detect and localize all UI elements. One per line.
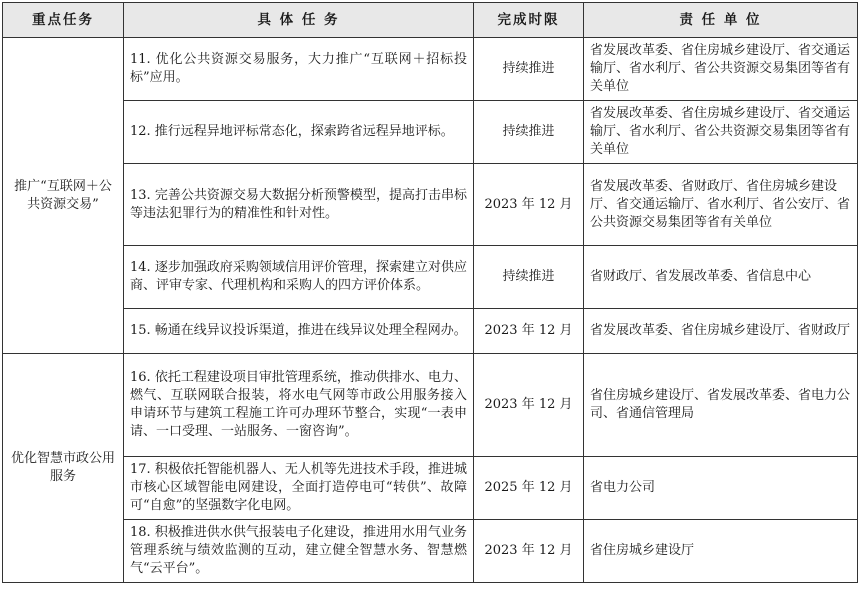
table-row xyxy=(3,246,858,309)
task-table xyxy=(2,2,858,583)
header-row xyxy=(3,3,858,38)
category-cell: 推广“互联网＋公共资源交易” xyxy=(3,38,124,354)
table-row xyxy=(3,38,858,101)
table-row xyxy=(3,101,858,164)
task-cell: 13. 完善公共资源交易大数据分析预警模型，提高打击串标等违法犯罪行为的精准性和针对性。 xyxy=(124,164,474,246)
responsible-cell: 省发展改革委、省住房城乡建设厅、省交通运输厅、省水利厅、省公共资源交易集团等省有关单位 xyxy=(584,101,858,164)
deadline-cell: 2023 年 12 月 xyxy=(474,520,584,583)
task-cell: 11. 优化公共资源交易服务，大力推广“互联网＋招标投标”应用。 xyxy=(124,38,474,101)
responsible-cell: 省电力公司 xyxy=(584,457,858,520)
table-row xyxy=(3,520,858,583)
category-cell: 优化智慧市政公用服务 xyxy=(3,354,124,583)
deadline-cell: 2023 年 12 月 xyxy=(474,309,584,354)
responsible-cell: 省发展改革委、省财政厅、省住房城乡建设厅、省交通运输厅、省水利厅、省公安厅、省公共资源交易集团等省有关单位 xyxy=(584,164,858,246)
responsible-cell: 省财政厅、省发展改革委、省信息中心 xyxy=(584,246,858,309)
table-row xyxy=(3,354,858,457)
task-cell: 12. 推行远程异地评标常态化，探索跨省远程异地评标。 xyxy=(124,101,474,164)
responsible-cell: 省发展改革委、省住房城乡建设厅、省交通运输厅、省水利厅、省公共资源交易集团等省有关单位 xyxy=(584,38,858,101)
task-cell: 18. 积极推进供水供气报装电子化建设，推进用水用气业务管理系统与绩效监测的互动，建立健全智慧水务、智慧燃气“云平台”。 xyxy=(124,520,474,583)
table-row xyxy=(3,164,858,246)
deadline-cell: 2023 年 12 月 xyxy=(474,164,584,246)
header-key-task: 重点任务 xyxy=(3,3,124,38)
responsible-cell: 省发展改革委、省住房城乡建设厅、省财政厅 xyxy=(584,309,858,354)
responsible-cell: 省住房城乡建设厅 xyxy=(584,520,858,583)
responsible-cell: 省住房城乡建设厅、省发展改革委、省电力公司、省通信管理局 xyxy=(584,354,858,457)
header-deadline: 完成时限 xyxy=(474,3,584,38)
deadline-cell: 2023 年 12 月 xyxy=(474,354,584,457)
header-specific-task: 具 体 任 务 xyxy=(124,3,474,38)
table-row xyxy=(3,309,858,354)
deadline-cell: 持续推进 xyxy=(474,101,584,164)
deadline-cell: 2025 年 12 月 xyxy=(474,457,584,520)
deadline-cell: 持续推进 xyxy=(474,246,584,309)
task-cell: 17. 积极依托智能机器人、无人机等先进技术手段，推进城市核心区域智能电网建设，全面打造停电可“转供”、故障可“自愈”的坚强数字化电网。 xyxy=(124,457,474,520)
task-cell: 14. 逐步加强政府采购领域信用评价管理，探索建立对供应商、评审专家、代理机构和采购人的四方评价体系。 xyxy=(124,246,474,309)
task-cell: 16. 依托工程建设项目审批管理系统，推动供排水、电力、燃气、互联网联合报装，将水电气网等市政公用服务接入申请环节与建筑工程施工许可办理环节整合，实现“一表申请、一口受理、一站服务、一窗咨询”。 xyxy=(124,354,474,457)
header-responsible-unit: 责 任 单 位 xyxy=(584,3,858,38)
task-cell: 15. 畅通在线异议投诉渠道，推进在线异议处理全程网办。 xyxy=(124,309,474,354)
deadline-cell: 持续推进 xyxy=(474,38,584,101)
table-row xyxy=(3,457,858,520)
